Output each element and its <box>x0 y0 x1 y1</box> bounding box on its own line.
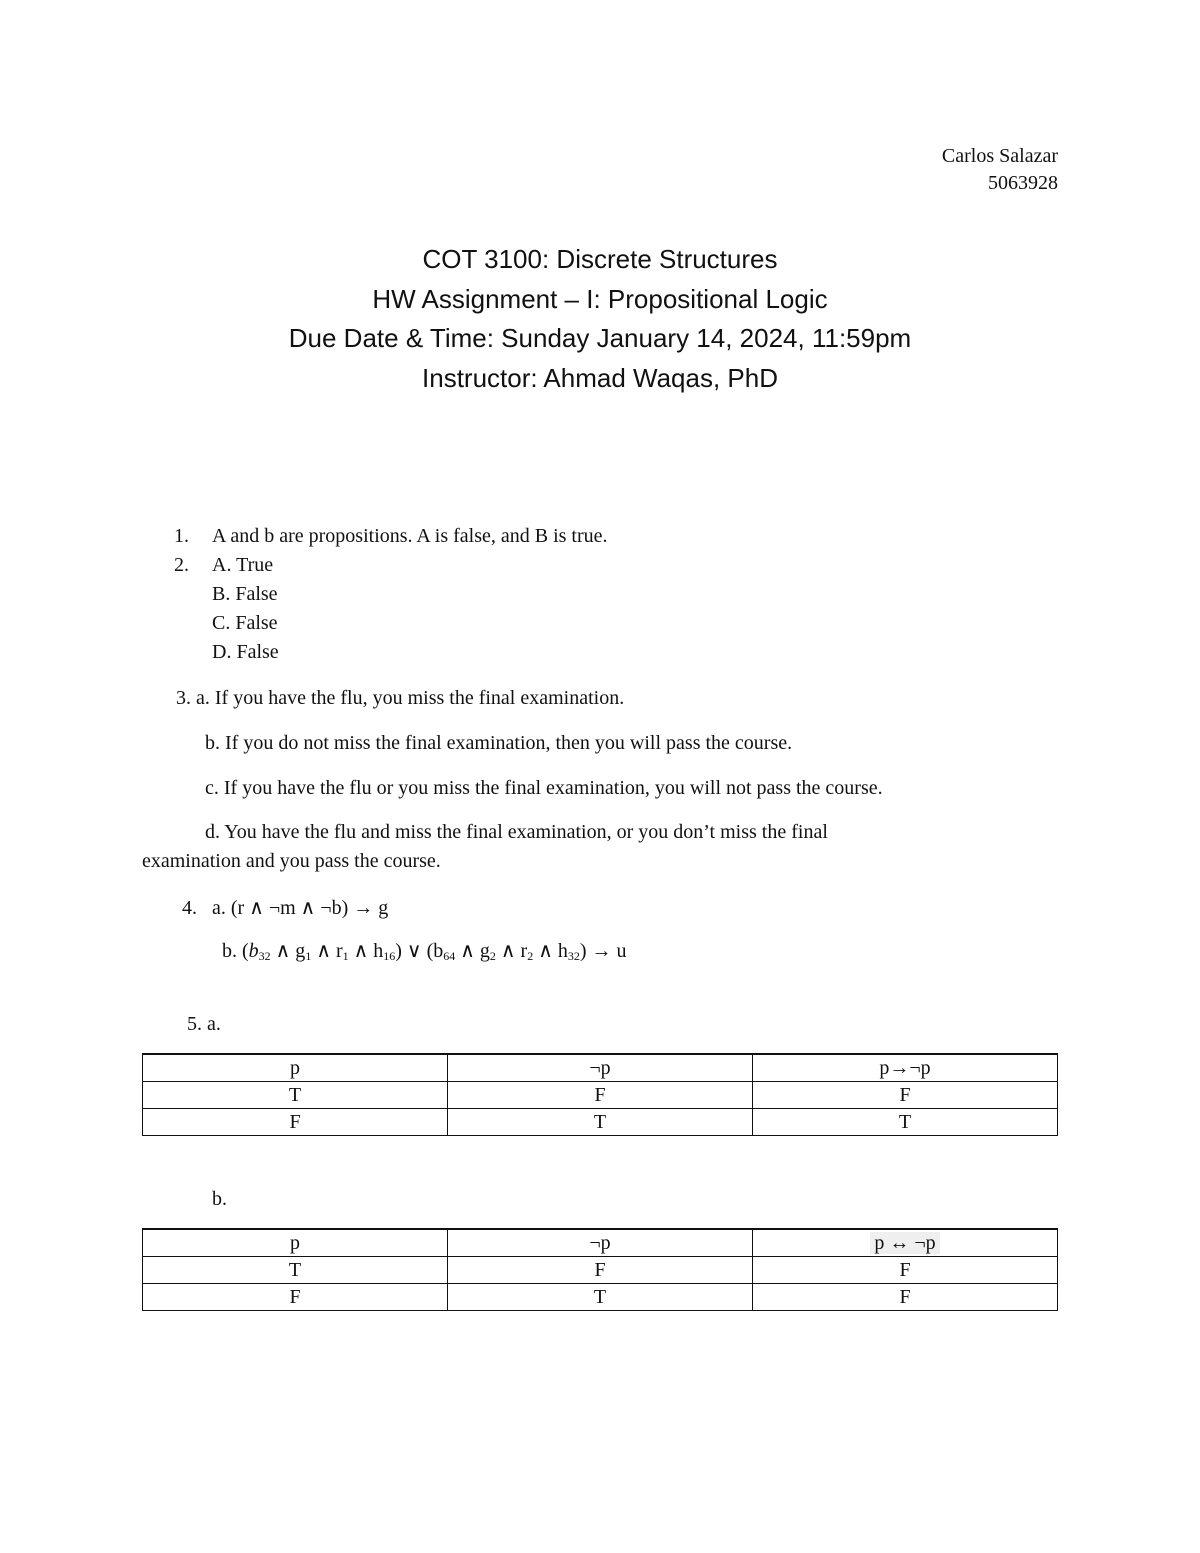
table-header-cell: ¬p <box>448 1054 753 1082</box>
table-cell: T <box>448 1109 753 1136</box>
q3-c: c. If you have the flu or you miss the final examination, you will not pass the course. <box>205 777 883 799</box>
q2-answer-a: A. True <box>212 554 274 576</box>
table-cell: F <box>753 1284 1058 1311</box>
table-header-cell <box>753 1229 1058 1257</box>
table-row <box>143 1257 1058 1284</box>
q3-d-line2: examination and you pass the course. <box>142 850 441 872</box>
q4-b: b. ($b_{32}$ ∧ $g_1$ ∧ $r_1$ ∧ $h_{16}$) ∨ ($b_{64}$ ∧ $g_2$ ∧ $r_2$ ∧ $h_{32}) \to u$ <box>222 940 627 963</box>
student-name: Carlos Salazar <box>941 145 1058 167</box>
q2-answer-d: D. False <box>212 641 279 663</box>
table-header-cell: p <box>143 1054 448 1082</box>
due-date: Due Date & Time: Sunday January 14, 2024, 11:59pm <box>288 323 912 353</box>
q4-number: 4. <box>182 897 197 919</box>
truth-table-a <box>142 1053 1058 1136</box>
q3-b: b. If you do not miss the final examination, then you will pass the course. <box>205 732 793 754</box>
q1-text: A and b are propositions. A is false, and B is true. <box>212 525 608 547</box>
q1-number: 1. <box>174 525 189 547</box>
table-cell: T <box>143 1082 448 1109</box>
course-title: COT 3100: Discrete Structures <box>422 244 778 274</box>
assignment-title: HW Assignment – I: Propositional Logic <box>372 283 828 314</box>
table-cell: F <box>753 1082 1058 1109</box>
table-header-row <box>143 1229 1058 1257</box>
student-id: 5063928 <box>988 172 1058 194</box>
truth-table-b <box>142 1228 1058 1311</box>
q2-answer-c: C. False <box>212 612 278 634</box>
table-row <box>143 1284 1058 1311</box>
document-title <box>0 240 1200 398</box>
table-header-cell: p <box>143 1229 448 1257</box>
table-header-row <box>143 1054 1058 1082</box>
q5-a-label: 5. a. <box>187 1013 221 1035</box>
highlighted-formula: p ↔ ¬p <box>870 1232 939 1254</box>
table-cell: T <box>143 1257 448 1284</box>
table-cell: F <box>143 1109 448 1136</box>
table-cell: T <box>753 1109 1058 1136</box>
q5-b-label: b. <box>212 1188 227 1210</box>
table-row <box>143 1082 1058 1109</box>
table-header-cell: ¬p <box>448 1229 753 1257</box>
q2-answer-b: B. False <box>212 583 278 605</box>
q3-d-line1: d. You have the flu and miss the final examination, or you don’t miss the final <box>205 821 828 843</box>
student-info <box>942 146 1058 200</box>
instructor: Instructor: Ahmad Waqas, PhD <box>422 362 778 393</box>
table-cell: T <box>448 1284 753 1311</box>
q2-number: 2. <box>174 554 189 576</box>
table-cell: F <box>448 1082 753 1109</box>
table-cell: F <box>448 1257 753 1284</box>
q4-a: a. (r ∧ ¬m ∧ ¬b) → g <box>212 897 389 919</box>
q3-a: 3. a. If you have the flu, you miss the final examination. <box>176 687 625 709</box>
table-header-cell: p→¬p <box>753 1054 1058 1082</box>
table-row <box>143 1109 1058 1136</box>
table-cell: F <box>753 1257 1058 1284</box>
table-cell: F <box>143 1284 448 1311</box>
